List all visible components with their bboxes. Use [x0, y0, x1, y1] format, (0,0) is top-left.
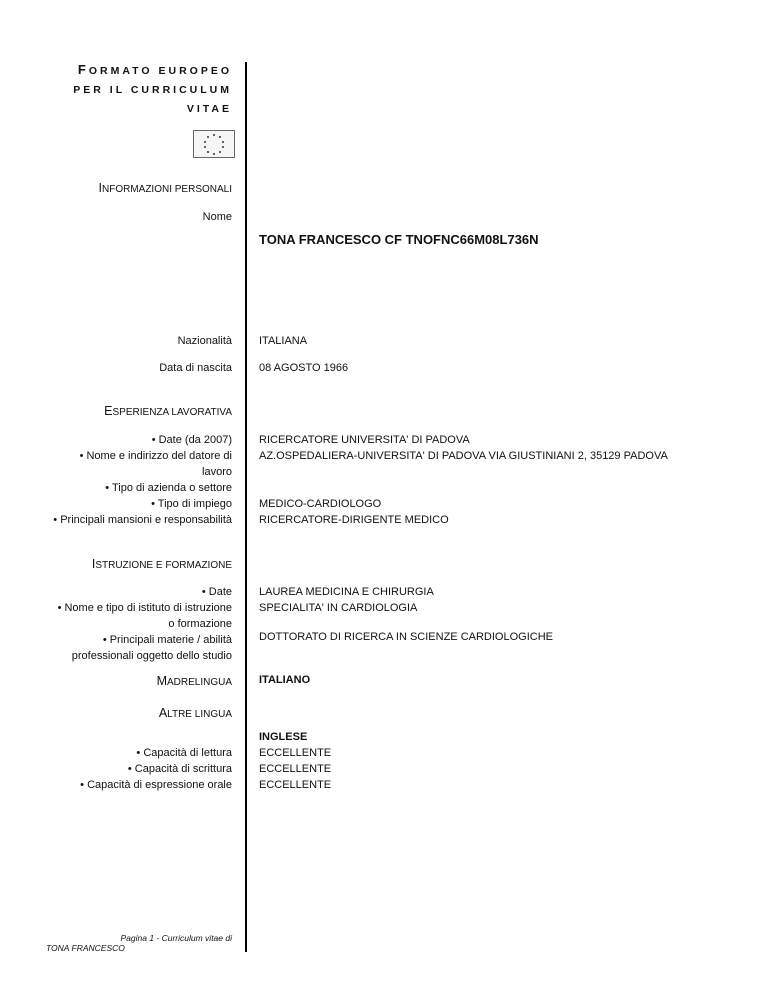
birth-date-value: 08 AGOSTO 1966 — [259, 362, 349, 374]
duties-label: • Principali mansioni e responsabilità — [53, 514, 232, 526]
edu-phd: DOTTORATO DI RICERCA IN SCIENZE CARDIOLOGICHE — [259, 631, 553, 643]
education-labels — [40, 584, 232, 664]
section-work-experience: ESPERIENZA LAVORATIVA — [104, 404, 232, 418]
section-education: ISTRUZIONE E FORMAZIONE — [91, 557, 232, 571]
footer-page-label: Pagina 1 - Curriculum vitae di — [120, 933, 232, 943]
name-value: TONA FRANCESCO CF TNOFNC66M08L736N — [259, 232, 539, 247]
birth-date-label: Data di nascita — [159, 362, 232, 374]
speaking-value: ECCELLENTE — [259, 779, 332, 791]
mother-tongue-value: ITALIANO — [259, 674, 311, 686]
other-languages-label: ALTRE LINGUA — [158, 706, 232, 720]
work-job-type: MEDICO-CARDIOLOGO — [259, 498, 382, 510]
institute-label: • Nome e tipo di istituto di istruzione — [57, 602, 232, 614]
work-duties: RICERCATORE-DIRIGENTE MEDICO — [259, 514, 449, 526]
sector-label: • Tipo di azienda o settore — [105, 482, 232, 494]
footer-owner: TONA FRANCESCO — [46, 943, 125, 953]
work-labels — [40, 432, 232, 528]
writing-label: • Capacità di scrittura — [127, 763, 232, 775]
reading-label: • Capacità di lettura — [136, 747, 232, 759]
subjects-label-cont: professionali oggetto dello studio — [71, 650, 232, 662]
employer-label: • Nome e indirizzo del datore di — [79, 450, 232, 462]
institute-label-cont: o formazione — [168, 618, 232, 630]
title-line-2: PER IL CURRICULUM — [73, 84, 232, 96]
nationality-value: ITALIANA — [259, 335, 308, 347]
edu-specialty: SPECIALITA' IN CARDIOLOGIA — [259, 602, 418, 614]
work-employer: AZ.OSPEDALIERA-UNIVERSITA' DI PADOVA VIA GIUSTINIANI 2, 35129 PADOVA — [259, 450, 668, 462]
edu-degree: LAUREA MEDICINA E CHIRURGIA — [259, 586, 434, 598]
reading-value: ECCELLENTE — [259, 747, 332, 759]
work-position: RICERCATORE UNIVERSITA' DI PADOVA — [259, 434, 470, 446]
speaking-label: • Capacità di espressione orale — [80, 779, 232, 791]
edu-date-label: • Date — [201, 586, 232, 598]
employer-label-cont: lavoro — [202, 466, 232, 478]
subjects-label: • Principali materie / abilità — [102, 634, 232, 646]
job-type-label: • Tipo di impiego — [151, 498, 232, 510]
language-name: INGLESE — [259, 731, 308, 743]
title-line-3: VITAE — [186, 103, 232, 115]
mother-tongue-label: MADRELINGUA — [156, 674, 232, 688]
section-personal-info: INFORMAZIONI PERSONALI — [98, 181, 232, 195]
eu-flag-icon — [193, 130, 235, 158]
cv-title — [40, 60, 232, 119]
work-date-label: • Date (da 2007) — [151, 434, 232, 446]
title-line-1: FORMATO EUROPEO — [77, 62, 232, 77]
name-label: Nome — [202, 211, 232, 223]
nationality-label: Nazionalità — [177, 335, 232, 347]
column-divider — [245, 62, 247, 952]
writing-value: ECCELLENTE — [259, 763, 332, 775]
